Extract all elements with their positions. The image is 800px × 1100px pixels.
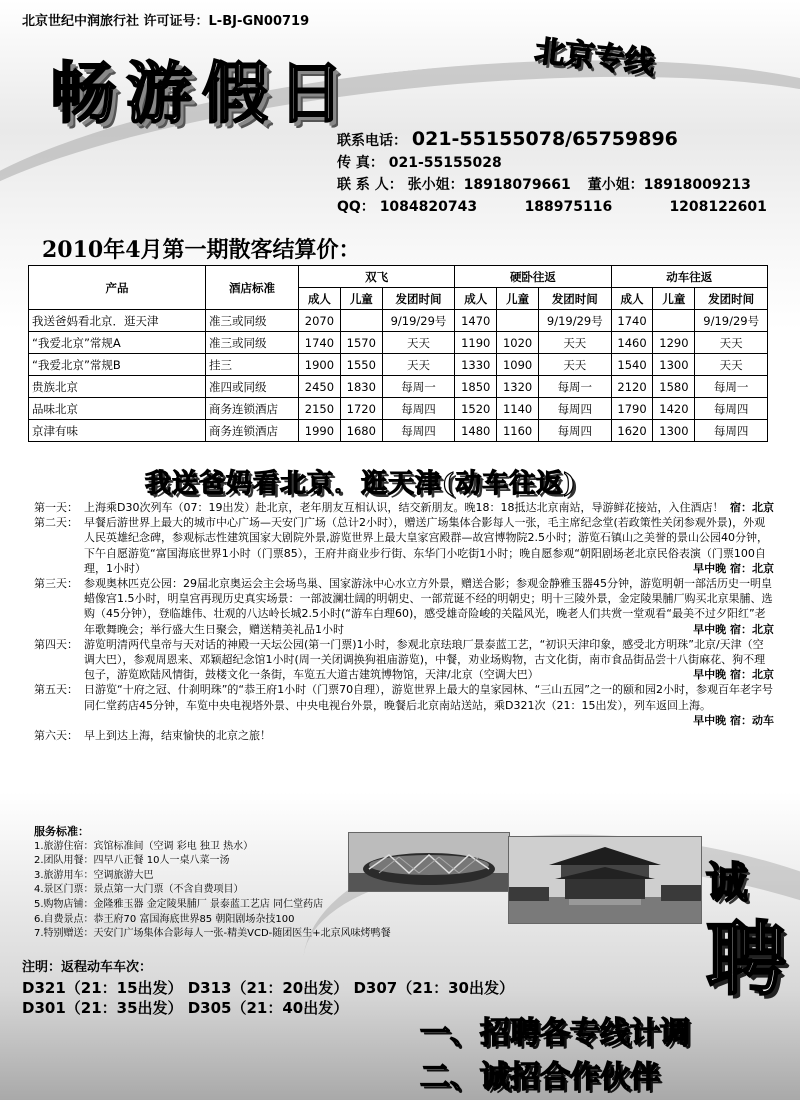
sub-header: 成人	[455, 288, 497, 310]
phone-label: 联系电话：	[337, 133, 407, 149]
day-text-block	[84, 637, 774, 683]
day-meals-lodging: 早中晚 宿：北京	[693, 561, 774, 575]
price-cell: 1480	[455, 420, 497, 442]
price-cell: 每周四	[539, 420, 612, 442]
notes-title: 注明：返程动车车次：	[22, 960, 153, 975]
person-1: 张小姐：18918079661	[407, 177, 571, 193]
table-row	[29, 332, 768, 354]
price-cell: 1420	[653, 398, 695, 420]
service-item: 3.旅游用车：空调旅游大巴	[34, 869, 154, 881]
sub-header: 发团时间	[382, 288, 455, 310]
contact-block	[337, 128, 767, 218]
itinerary-day	[34, 576, 774, 637]
qq-number: 1208122601	[669, 199, 767, 215]
itinerary-day	[34, 500, 774, 515]
hotel-cell: 准四或同级	[206, 376, 299, 398]
table-row	[29, 310, 768, 332]
price-cell: 1090	[497, 354, 539, 376]
price-cell: 1680	[340, 420, 382, 442]
day-text-block	[84, 728, 774, 743]
price-cell: 1290	[653, 332, 695, 354]
forbidden-city-photo	[508, 836, 702, 924]
price-cell: 2150	[299, 398, 341, 420]
hotel-cell: 商务连锁酒店	[206, 398, 299, 420]
day-description: 早餐后游世界上最大的城市中心广场—天安门广场（总计2小时），赠送广场集体合影每人一张，毛主席纪念堂(若政策性关闭参观外景)，外观人民英雄纪念碑，参观标志性建筑国家大剧院外景,游览世界上最大皇家宫殿群—故宫博物院2.5小时；游览石镇山之美誉的景山公园40分钟，下午自愿游览“富国海底世界1小时（门票85），王府井商业步行街、东华门小吃街1小时；晚自愿参观“朝阳剧场老北京民俗表演（门票100自理，1小时）	[84, 516, 768, 575]
price-cell: 每周四	[695, 420, 768, 442]
product-cell: 京津有味	[29, 420, 206, 442]
price-cell: 1330	[455, 354, 497, 376]
itinerary-day	[34, 682, 774, 728]
price-cell: 每周四	[695, 398, 768, 420]
price-cell: 1720	[340, 398, 382, 420]
price-cell: 每周一	[382, 376, 455, 398]
product-cell: 品味北京	[29, 398, 206, 420]
hotel-cell: 商务连锁酒店	[206, 420, 299, 442]
price-cell: 天天	[382, 354, 455, 376]
price-cell: 1160	[497, 420, 539, 442]
agency-license-line: 北京世纪中润旅行社 许可证号：L-BJ-GN00719	[22, 14, 310, 29]
product-cell: “我爱北京”常规A	[29, 332, 206, 354]
price-cell: 1140	[497, 398, 539, 420]
price-cell: 1740	[611, 310, 653, 332]
fax-label: 传 真：	[337, 155, 384, 171]
group-header: 硬卧往返	[455, 266, 611, 288]
itinerary-day	[34, 637, 774, 683]
sub-header: 成人	[611, 288, 653, 310]
price-cell: 1570	[340, 332, 382, 354]
qq-row	[337, 196, 767, 218]
recruit-line-2: 二、诚招合作伙伴	[420, 1060, 660, 1095]
table-row	[29, 376, 768, 398]
price-cell: 每周四	[382, 420, 455, 442]
price-cell: 1900	[299, 354, 341, 376]
day-meals-lodging: 早中晚 宿：北京	[693, 668, 774, 682]
price-cell: 1990	[299, 420, 341, 442]
price-cell: 1190	[455, 332, 497, 354]
person-label: 联 系 人：	[337, 177, 403, 193]
train-line: D301（21：35出发） D305（21：40出发）	[22, 999, 349, 1017]
price-cell: 9/19/29号	[382, 310, 455, 332]
day-text-block	[84, 576, 774, 637]
day-text-block	[84, 500, 774, 515]
sub-header: 儿童	[653, 288, 695, 310]
price-cell: 1300	[653, 420, 695, 442]
price-cell: 每周一	[539, 376, 612, 398]
price-cell: 天天	[695, 354, 768, 376]
product-cell: 我送爸妈看北京．逛天津	[29, 310, 206, 332]
recruit-char-pin: 聘	[706, 912, 786, 1006]
day-description: 上海乘D30次列车（07：19出发）赴北京，老年朋友互相认识，结交新朋友。晚18：18抵达北京南站，导游鲜花接站，入住酒店！	[84, 501, 724, 514]
sub-header: 成人	[299, 288, 341, 310]
group-header: 动车往返	[611, 266, 767, 288]
price-cell: 1830	[340, 376, 382, 398]
table-row	[29, 420, 768, 442]
day-meals-lodging: 早中晚 宿：北京	[693, 622, 774, 636]
price-table	[28, 265, 768, 442]
price-cell	[653, 310, 695, 332]
day-description: 日游览“十府之冠、什刹明珠”的“恭王府1小时（门票70自理），游览世界上最大的皇家园林、“三山五园”之一的颐和园2小时，参观百年老字号同仁堂药店45分钟，车览中央电视塔外景、中央电视台外景，晚餐后北京南站送站，乘D321次（21：15出发），列车返回上海。	[84, 683, 773, 712]
fax-row	[337, 152, 767, 174]
price-headline: 2010年4月第一期散客结算价：	[42, 237, 361, 263]
qq-number: 1084820743	[379, 199, 478, 215]
price-cell: 9/19/29号	[539, 310, 612, 332]
price-cell: 1020	[497, 332, 539, 354]
price-cell: 1850	[455, 376, 497, 398]
route-badge: 北京专线	[533, 33, 657, 82]
product-cell: 贵族北京	[29, 376, 206, 398]
price-cell: 天天	[382, 332, 455, 354]
day-label: 第六天：	[34, 729, 78, 743]
day-description: 游览明清两代皇帝与天对话的神殿一天坛公园(第一门票)1小时，参观北京珐琅厂景泰蓝工艺，“初识天津印象，感受北方明珠”北京/天津（空调大巴），参观周恩来、邓颖超纪念馆1小时(周一关闭调换狗祖庙游览)，中餐，劝业场购物，古文化街，南市食品街品尝十八街麻花、狗不理包子，游览欧陆风情街，鼓楼文化一条街，车览五大道古建筑博物馆，天津/北京（空调大巴）	[84, 637, 766, 682]
day-label: 第三天：	[34, 577, 78, 591]
table-row	[29, 398, 768, 420]
sub-header: 儿童	[340, 288, 382, 310]
hotel-cell: 挂三	[206, 354, 299, 376]
service-item: 6.自费景点：恭王府70 富国海底世界85 朝阳剧场杂技100	[34, 913, 295, 925]
recruit-char-cheng: 诚	[706, 858, 749, 907]
price-cell: 每周四	[539, 398, 612, 420]
price-cell: 1300	[653, 354, 695, 376]
service-item: 1.旅游住宿：宾馆标准间（空调 彩电 独卫 热水）	[34, 840, 254, 852]
product-cell: “我爱北京”常规B	[29, 354, 206, 376]
price-cell: 1320	[497, 376, 539, 398]
group-header: 双飞	[299, 266, 455, 288]
service-item: 2.团队用餐：四早八正餐 10人一桌八菜一汤	[34, 855, 230, 867]
price-cell: 1580	[653, 376, 695, 398]
phone-number: 021-55155078/65759896	[411, 128, 678, 150]
hotel-cell: 准三或同级	[206, 310, 299, 332]
day-text-block	[84, 682, 774, 728]
itinerary	[34, 500, 774, 743]
day-label: 第一天：	[34, 501, 78, 514]
price-cell: 2120	[611, 376, 653, 398]
price-cell: 天天	[695, 332, 768, 354]
price-cell: 每周一	[695, 376, 768, 398]
price-cell: 1620	[611, 420, 653, 442]
phone-row	[337, 128, 767, 152]
price-cell: 天天	[539, 332, 612, 354]
sub-header: 发团时间	[539, 288, 612, 310]
price-cell: 1540	[611, 354, 653, 376]
day-label: 第二天：	[34, 516, 78, 530]
hotel-cell: 准三或同级	[206, 332, 299, 354]
price-cell: 2450	[299, 376, 341, 398]
birds-nest-photo	[348, 832, 510, 892]
qq-number: 188975116	[524, 199, 613, 215]
day-label: 第四天：	[34, 637, 78, 651]
person-2: 董小姐：18918009213	[587, 177, 751, 193]
price-cell: 9/19/29号	[695, 310, 768, 332]
service-item: 7.特别赠送：天安门广场集体合影每人一张-精美VCD-随团医生+北京风味烤鸭餐	[34, 928, 391, 940]
brand-title: 畅游假日	[50, 54, 354, 132]
day-label: 第五天：	[34, 683, 78, 697]
recruit-line-1: 一、招聘各专线计调	[420, 1016, 690, 1051]
fax-number: 021-55155028	[388, 155, 502, 171]
day-text-block	[84, 515, 774, 576]
price-cell: 1460	[611, 332, 653, 354]
day-description: 早上到达上海，结束愉快的北京之旅！	[84, 729, 271, 743]
price-cell: 2070	[299, 310, 341, 332]
itinerary-title: 我送爸妈看北京．逛天津(动车往返)	[145, 469, 577, 499]
col-header-hotel: 酒店标准	[206, 266, 299, 310]
price-cell: 1470	[455, 310, 497, 332]
price-cell: 每周四	[382, 398, 455, 420]
qq-label: QQ：	[337, 199, 375, 215]
sub-header: 儿童	[497, 288, 539, 310]
sub-header: 发团时间	[695, 288, 768, 310]
table-row	[29, 354, 768, 376]
price-cell: 1740	[299, 332, 341, 354]
day-meals-lodging: 早中晚 宿：动车	[693, 713, 774, 727]
contact-person-row	[337, 174, 767, 196]
price-cell	[340, 310, 382, 332]
price-cell: 1520	[455, 398, 497, 420]
price-cell: 1550	[340, 354, 382, 376]
col-header-product: 产品	[29, 266, 206, 310]
day-description: 参观奥林匹克公园：29届北京奥运会主会场鸟巢、国家游泳中心水立方外景，赠送合影；参观金静雅玉器45分钟，游览明朝一部活历史一明皇蜡像宫1.5小时，明皇宫再现历史真实场景：一部波澜壮阔的明朝史、一部荒诞不经的明朝史；明十三陵外景，金定陵果脯厂购买北京果脯、选购（45分钟），登临雄伟、壮观的八达岭长城2.5小时(“游车白理60)，感受雄奇险峻的关隘风光，晚老人们共赏一堂观看“最美不过夕阳红”老年歌舞晚会；举行盛大生日聚会，赠送精美礼品1小时	[84, 577, 773, 636]
price-cell: 1790	[611, 398, 653, 420]
itinerary-day	[34, 728, 774, 743]
train-line: D321（21：15出发） D313（21：20出发） D307（21：30出发）	[22, 979, 514, 997]
itinerary-day	[34, 515, 774, 576]
price-cell: 天天	[539, 354, 612, 376]
price-cell	[497, 310, 539, 332]
day-meals-lodging: 宿：北京	[730, 501, 774, 514]
service-item: 5.购物店铺：金隆雅玉器 金定陵果脯厂 景泰蓝工艺店 同仁堂药店	[34, 898, 324, 910]
service-item: 4.景区门票：景点第一大门票（不含自费项目）	[34, 884, 244, 896]
services-title: 服务标准：	[34, 825, 89, 838]
